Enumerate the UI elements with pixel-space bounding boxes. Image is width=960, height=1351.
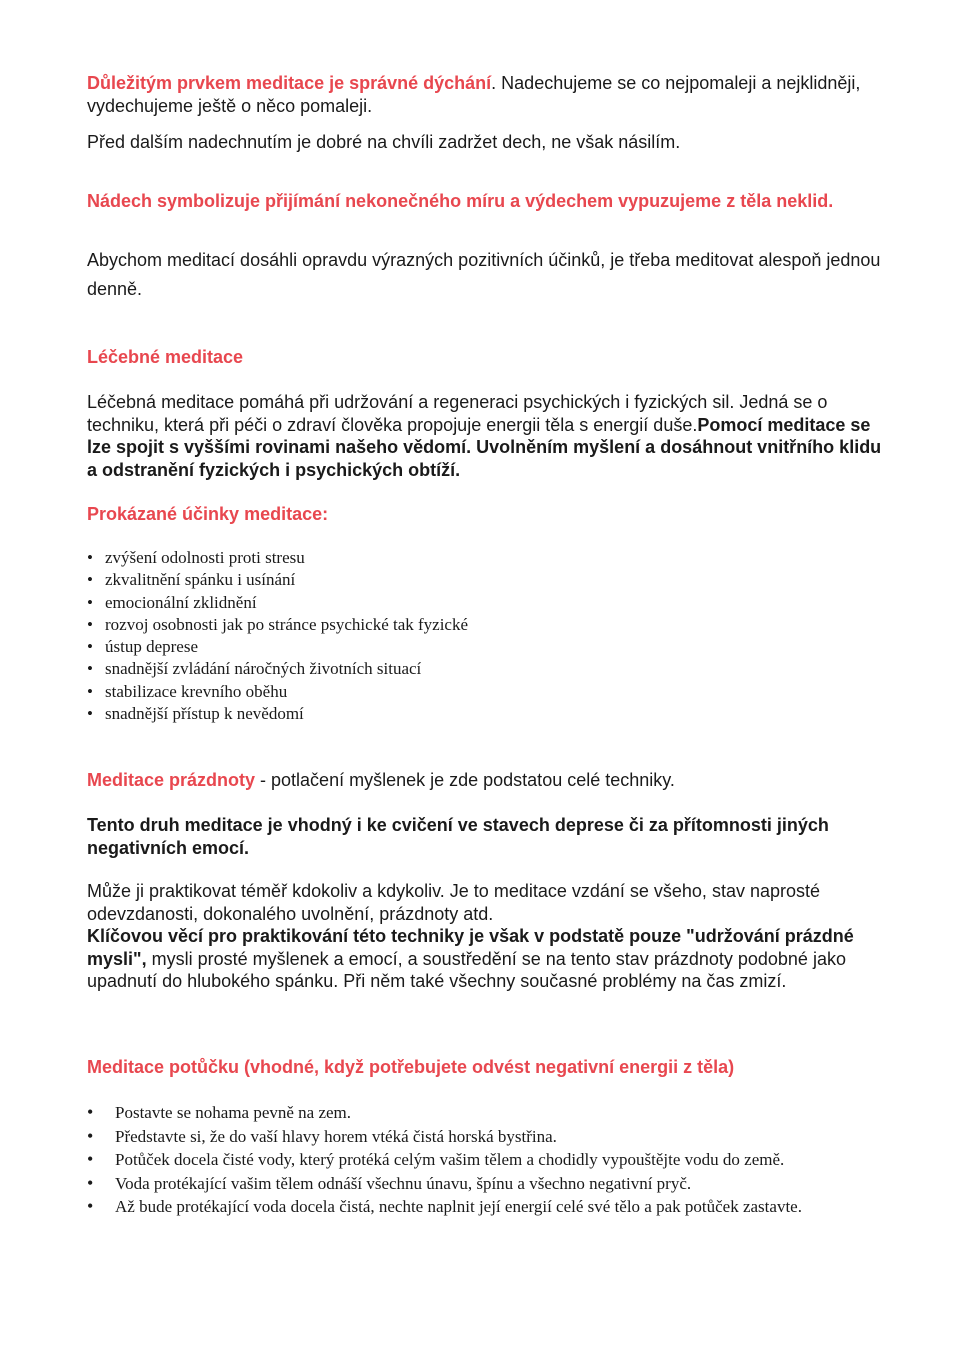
list-item: • snadnější přístup k nevědomí <box>87 703 468 725</box>
list-item: • ústup deprese <box>87 636 468 658</box>
text-healing: Léčebná meditace pomáhá při udržování a regeneraci psychických i fyzických sil. Jedná se o techniku, která při péči o zdraví člověka propojuje energii těla s energií duše. <box>87 392 828 435</box>
paragraph-practice <box>87 880 887 993</box>
effects-list <box>87 547 468 725</box>
list-item: • Postavte se nohama pevně na zem. <box>87 1101 887 1125</box>
paragraph-emptiness <box>87 769 887 792</box>
paragraph-depression: Tento druh meditace je vhodný i ke cvičení ve stavech deprese či za přítomnosti jiných negativních emocí. <box>87 815 829 858</box>
list-item: • snadnější zvládání náročných životních situací <box>87 658 468 680</box>
list-item: • Až bude protékající voda docela čistá, nechte naplnit její energií celé své tělo a pak potůček zastavte. <box>87 1195 887 1219</box>
list-item: • Potůček docela čisté vody, který protéká celým vašim tělem a chodidly vypouštějte vodu do země. <box>87 1148 887 1172</box>
bold-practice: Klíčovou věcí pro praktikování této techniky je však v podstatě pouze "udržování prázdné mysli", <box>87 926 854 969</box>
text-breathing: . Nadechujeme se co nejpomaleji a nejklidněji, vydechujeme ještě o něco pomaleji. <box>87 73 861 116</box>
text-emptiness: - potlačení myšlenek je zde podstatou celé techniky. <box>255 770 675 790</box>
text-practice: Může ji praktikovat téměř kdokoliv a kdykoliv. Je to meditace vzdání se všeho, stav naprosté odevzdanosti, dokonalého uvolnění, prázdnoty atd. <box>87 881 820 924</box>
list-item: • emocionální zklidnění <box>87 592 468 614</box>
bold-healing: Pomocí meditace se lze spojit s vyššími rovinami našeho vědomí. Uvolněním myšlení a dosáhnout vnitřního klidu a odstranění fyzických i psychických obtíží. <box>87 414 882 480</box>
highlight-inhale-exhale: Nádech symbolizuje přijímání nekonečného míru a výdechem vypuzujeme z těla neklid. <box>87 191 834 211</box>
paragraph-breathing <box>87 72 887 117</box>
list-item: • stabilizace krevního oběhu <box>87 681 468 703</box>
highlight-breathing: Důležitým prvkem meditace je správné dýchání <box>87 73 492 93</box>
paragraph-hold-breath: Před dalším nadechnutím je dobré na chvíli zadržet dech, ne však násilím. <box>87 132 681 152</box>
heading-proven-effects: Prokázané účinky meditace: <box>87 504 329 524</box>
list-item: • Představte si, že do vaší hlavy horem vtéká čistá horská bystřina. <box>87 1125 887 1149</box>
heading-stream-meditation: Meditace potůčku (vhodné, když potřebujete odvést negativní energii z těla) <box>87 1057 735 1077</box>
heading-healing-meditation: Léčebné meditace <box>87 347 244 367</box>
heading-emptiness: Meditace prázdnoty <box>87 770 256 790</box>
list-item: • zkvalitnění spánku i usínání <box>87 569 468 591</box>
text-practice-rest: mysli prosté myšlenek a emocí, a soustředění se na tento stav prázdnoty podobné jako upadnutí do hlubokého spánku. Při něm také všechny současné problémy na čas zmizí. <box>87 948 846 991</box>
list-item: • rozvoj osobnosti jak po stránce psychické tak fyzické <box>87 614 468 636</box>
paragraph-daily: Abychom meditací dosáhli opravdu výrazných pozitivních účinků, je třeba meditovat alespoň jednou denně. <box>87 250 881 299</box>
paragraph-healing <box>87 391 887 481</box>
steps-list <box>87 1101 887 1219</box>
list-item: • zvýšení odolnosti proti stresu <box>87 547 468 569</box>
list-item: • Voda protékající vašim tělem odnáší všechnu únavu, špínu a všechno negativní pryč. <box>87 1172 887 1196</box>
